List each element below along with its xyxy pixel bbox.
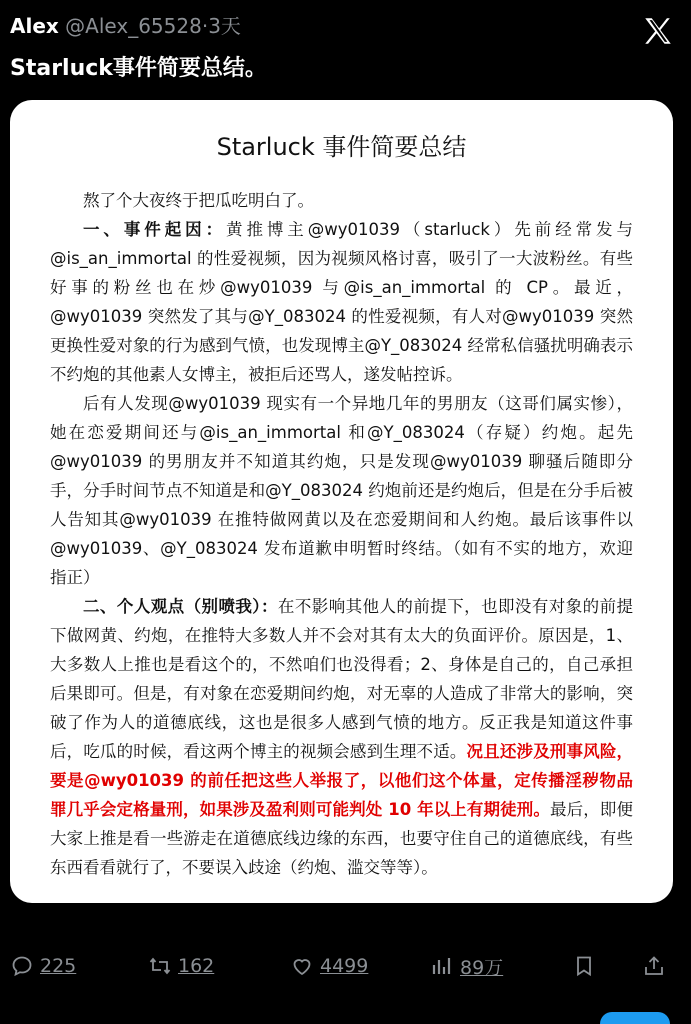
share-button[interactable] [642,952,672,980]
share-icon [642,954,666,978]
separator-dot: · [201,14,209,38]
author-handle[interactable]: @Alex_65528 [65,14,202,38]
like-icon [290,954,314,978]
views-button[interactable] [430,952,503,980]
floating-compose-hint[interactable] [600,1012,670,1024]
post-time[interactable]: 3天 [208,14,241,38]
tweet-text: Starluck事件简要总结。 [10,56,267,81]
bookmark-button[interactable] [572,952,602,980]
repost-count: 162 [178,955,215,977]
author-name[interactable]: Alex [10,14,59,38]
doc-section-2 [50,592,633,882]
section-1-body: 黄推博主@wy01039（starluck）先前经常发与@is_an_immortal 的性爱视频，因为视频风格讨喜，吸引了一大波粉丝。有些好事的粉丝也在炒@wy01039 与@is_an_immortal 的 CP。最近，@wy01039 突然发了其与@Y_083024 的性爱视频，有人对@wy01039 突然更换性爱对象的行为感到气愤，也发现博主@Y_083024 经常私信骚扰明确表示不约炮的其他素人女博主，被拒后还骂人，遂发帖控诉。 [50,220,633,384]
tweet-header [10,12,681,52]
repost-button[interactable] [148,952,214,980]
reply-icon [10,954,34,978]
like-button[interactable] [290,952,368,980]
section-2-conclusion: 最后，即便大家上推是看一些游走在道德底线边缘的东西，也要守住自己的道德底线，有些东西看看就行了，不要误入歧途（约炮、滥交等等）。 [50,800,634,877]
document-title: Starluck 事件简要总结 [216,133,467,161]
author-line [10,12,681,40]
doc-section-1-cont: 后有人发现@wy01039 现实有一个异地几年的男朋友（这哥们属实惨），她在恋爱期间还与@is_an_immortal 和@Y_083024（存疑）约炮。起先@wy01039 的男朋友并不知道其约炮，只是发现@wy01039 聊骚后随即分手，分手时间节点不知道是和@Y_083024 约炮前还是约炮后，但是在分手后被人告知其@wy01039 在推特做网黄以及在恋爱期间和人约炮。最后该事件以@wy01039、@Y_083024 发布道歉申明暂时终结。（如有不实的地方，欢迎指正） [50,394,633,587]
attached-image-document[interactable] [10,100,673,903]
like-count: 4499 [320,955,369,977]
doc-section-1 [50,215,633,389]
reply-count: 225 [40,955,77,977]
views-count: 89万 [460,956,504,979]
tweet-action-bar [0,940,691,990]
doc-intro: 熬了个大夜终于把瓜吃明白了。 [83,191,314,210]
x-logo-icon[interactable] [641,14,675,48]
section-1-heading: 一、事件起因： [83,220,227,239]
bookmark-icon [572,954,596,978]
section-2-body: 在不影响其他人的前提下，也即没有对象的前提下做网黄、约炮，在推特大多数人并不会对其有太大的负面评价。原因是，1、大多数人上推也是看这个的，不然咱们也没得看；2、身体是自己的，自己承担后果即可。但是，有对象在恋爱期间约炮，对无辜的人造成了非常大的影响，突破了作为人的道德底线，这也是很多人感到气愤的地方。反正我是知道这件事后，吃瓜的时候，看这两个博主的视频会感到生理不适。 [50,597,633,761]
views-icon [430,954,454,978]
section-2-heading: 二、个人观点（别喷我）： [83,597,278,616]
reply-button[interactable] [10,952,76,980]
section-2-red-warning: 况且还涉及刑事风险，要是@wy01039 的前任把这些人举报了，以他们这个体量，定传播淫秽物品罪几乎会定格量刑，如果涉及盈利则可能判处 10 年以上有期徒刑。 [50,742,634,819]
repost-icon [148,954,172,978]
